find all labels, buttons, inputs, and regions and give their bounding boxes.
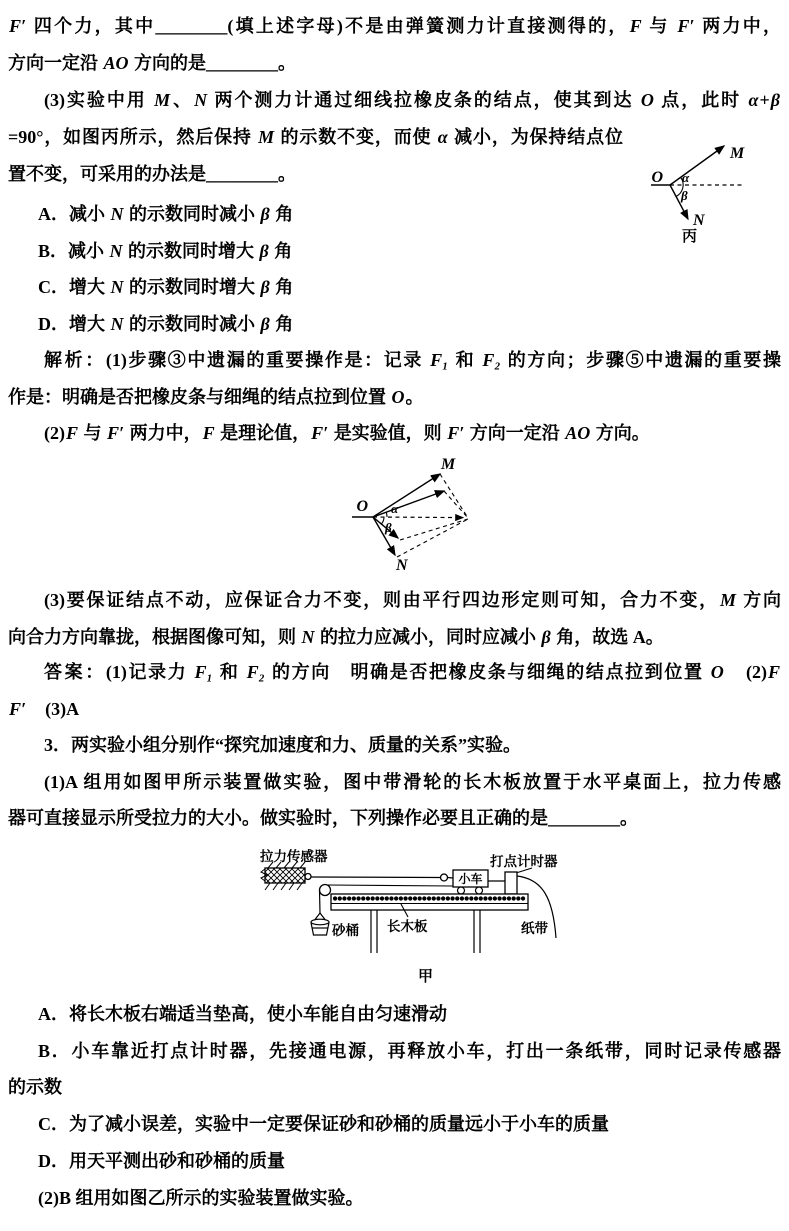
math-variable: β [541,627,551,647]
bucket-label: 砂桶 [332,923,359,938]
math-variable: β [260,277,270,297]
math-variable: β [260,204,270,224]
text-segment: 方向一定沿 [8,53,103,73]
text-segment: C．为了减小误差，实验中一定要保证砂和砂桶的质量远小于小车的质量 [38,1114,609,1134]
text-segment: D．用天平测出砂和砂桶的质量 [38,1151,285,1171]
board-pulley [320,885,331,896]
math-variable: M [719,590,736,610]
text-segment: 是实验值，则 [329,423,447,443]
text-segment: D．增大 [38,314,110,334]
force-sensor-label: 拉力传感器 [260,849,328,864]
sand-bucket [311,913,329,935]
math-variable: β [770,90,781,110]
q3-option-b-line-1 [8,1040,781,1063]
q2-part3-line-1 [8,89,781,112]
option-d [8,313,293,336]
text-segment: (2)B 组用如图乙所示的实验装置做实验。 [38,1188,364,1208]
text-segment: 的拉力应减小，同时应减小 [315,627,541,647]
timer-label: 打点计时器 [490,854,558,869]
text-segment: C．增大 [38,277,110,297]
math-variable: β [259,241,269,261]
math-variable: O [640,90,654,110]
text-segment: 的方向 明确是否把橡皮条与细绳的结点拉到位置 [265,662,710,682]
text-segment: 的示数同时增大 [123,241,259,261]
text-segment: 方向 [736,590,781,610]
paper-tape-label: 纸带 [521,921,548,936]
text-segment: (1)记录力 [105,662,194,682]
option-c [8,276,293,299]
q3-part1-line-1 [8,771,781,794]
text-segment: (1)A 组用如图甲所示装置做实验，图中带滑轮的长木板放置于水平桌面上，拉力传感 [44,772,781,792]
math-variable: F′ [311,423,329,443]
cart [453,870,488,894]
math-variable: F [767,662,780,682]
cart-hook-pulley [441,874,448,881]
label-n: N [396,557,408,574]
analysis-line-4 [8,589,781,612]
text-segment: 角 [269,241,293,261]
text-segment: 置不变，可采用的办法是________。 [8,164,296,184]
n-force-vector [373,517,395,555]
answer-line-2 [8,698,79,721]
text-segment: 向合力方向靠拢，根据图像可知，则 [8,627,301,647]
q2-text-line-2 [8,52,296,75]
q3-part2 [8,1187,364,1210]
option-b [8,240,292,263]
alpha-arc [386,512,387,517]
math-variable: AO [565,423,591,443]
figure-parallelogram-diagram [335,455,485,588]
text-segment: 角，故选 A。 [551,627,664,647]
long-board [328,885,528,910]
math-variable: F [66,423,79,443]
math-variable: AO [103,53,129,73]
text-segment: 和 [213,662,246,682]
text-segment: 的示数同时减小 [124,314,260,334]
text-segment: 角 [270,314,294,334]
text-segment: 方向的是________。 [129,53,297,73]
math-variable: M [258,127,275,147]
q3-part1-line-2 [8,807,638,830]
label-m: M [441,456,456,473]
text-segment: 和 [449,350,482,370]
math-variable: F′ [447,423,465,443]
label-o: O [651,169,663,186]
text-segment: 角 [270,277,294,297]
math-variable: α [748,90,759,110]
q2-text-line-1 [8,15,781,38]
math-variable: O [710,662,724,682]
math-variable: β [260,314,270,334]
text-segment: + [759,90,770,110]
text-segment: A．减小 [38,204,110,224]
math-variable: F [629,16,642,36]
resultant-dashed-line [373,517,463,518]
q2-part3-line-2 [8,126,623,149]
text-segment: (1)步骤③中遗漏的重要操作是：记录 [105,350,430,370]
math-variable: F₁ [430,350,449,370]
figure-caption-jia: 甲 [418,969,434,985]
text-segment: 的示数同时减小 [124,204,260,224]
math-variable: F′ [107,423,125,443]
analysis-line-3 [8,422,650,445]
sensor-string [311,877,441,878]
text-segment: 的示数 [8,1077,62,1097]
text-segment: 、 [171,90,194,110]
hook-link [448,878,454,879]
q3-option-d [8,1150,285,1173]
text-segment: B．减小 [38,241,109,261]
math-variable: N [109,241,123,261]
text-segment: 答案： [44,662,106,682]
text-segment: (3)要保证结点不动，应保证合力不变，则由平行四边形定则可知，合力不变， [44,590,719,610]
text-segment: 的示数不变，而使 [275,127,437,147]
math-variable: N [110,277,124,297]
text-segment: 与 [642,16,677,36]
figure-jia-apparatus [250,845,570,995]
text-segment: 3．两实验小组分别作“探究加速度和力、质量的关系”实验。 [44,735,521,755]
text-segment: 角 [270,204,294,224]
math-variable: M [154,90,171,110]
label-n: N [693,212,705,229]
text-segment: 四个力，其中________(填上述字母)不是由弹簧测力计直接测得的， [27,16,629,36]
text-segment: 方向一定沿 [465,423,565,443]
q3-option-a [8,1003,447,1026]
bucket-string-vertical [320,890,321,913]
text-segment: A．将长木板右端适当垫高，使小车能自由匀速滑动 [38,1004,447,1024]
answer-line-1 [8,661,781,684]
math-variable: N [194,90,208,110]
label-alpha: α [391,501,399,516]
force-sensor [261,862,311,890]
text-segment: 的示数同时增大 [124,277,260,297]
text-segment: 两力中， [125,423,202,443]
text-segment: (3)实验中用 [44,90,154,110]
label-beta: β [681,188,688,203]
parallelogram-construction-lines [397,474,468,557]
math-variable: F₁ [194,662,213,682]
math-variable: F₂ [482,350,501,370]
text-segment: 是理论值， [215,423,311,443]
q3-intro [8,734,521,757]
text-segment: 作是：明确是否把橡皮条与细绳的结点拉到位置 [8,387,391,407]
analysis-line-2 [8,386,424,409]
math-variable: F′ [677,16,695,36]
m-force-vector [670,146,724,185]
text-segment: (3)A [27,699,80,719]
math-variable: N [110,314,124,334]
analysis-line-1 [8,349,781,372]
dot-timer [488,872,517,894]
text-segment: 点，此时 [654,90,748,110]
text-segment: 方向。 [591,423,650,443]
label-m: M [730,145,745,162]
beta-arc [382,517,385,524]
label-o: O [356,498,368,515]
q3-option-b-line-2 [8,1076,62,1099]
math-variable: F₂ [246,662,265,682]
text-segment: 减小，为保持结点位 [448,127,623,147]
figure-caption-bing: 丙 [682,229,698,245]
text-segment: 解析： [44,350,106,370]
math-variable: F [202,423,215,443]
text-segment: 器可直接显示所受拉力的大小。做实验时，下列操作必要且正确的是________。 [8,808,638,828]
text-segment: 两个测力计通过细线拉橡皮条的结点，使其到达 [208,90,640,110]
math-variable: N [301,627,315,647]
text-segment: 两力中， [695,16,782,36]
option-a [8,203,293,226]
analysis-line-5 [8,626,664,649]
bucket-string-horizontal [328,885,453,886]
math-variable: F′ [9,699,27,719]
math-variable: O [391,387,405,407]
text-segment: 的方向；步骤⑤中遗漏的重要操 [501,350,782,370]
q3-option-c [8,1113,609,1136]
text-segment: (2) [724,662,767,682]
text-segment: =90°，如图丙所示，然后保持 [8,127,258,147]
math-variable: F′ [9,16,27,36]
text-segment: (2) [44,423,65,443]
figure-bing-vector-diagram [631,137,789,260]
math-variable: N [110,204,124,224]
math-variable: α [437,127,448,147]
cart-label: 小车 [458,872,483,886]
q2-part3-line-3 [8,163,296,186]
text-segment: 。 [405,387,424,407]
label-alpha: α [682,170,690,185]
label-beta: β [385,520,392,535]
board-label: 长木板 [387,919,428,934]
text-segment: B．小车靠近打点计时器，先接通电源，再释放小车，打出一条纸带，同时记录传感器 [38,1041,781,1061]
text-segment: 与 [79,423,107,443]
